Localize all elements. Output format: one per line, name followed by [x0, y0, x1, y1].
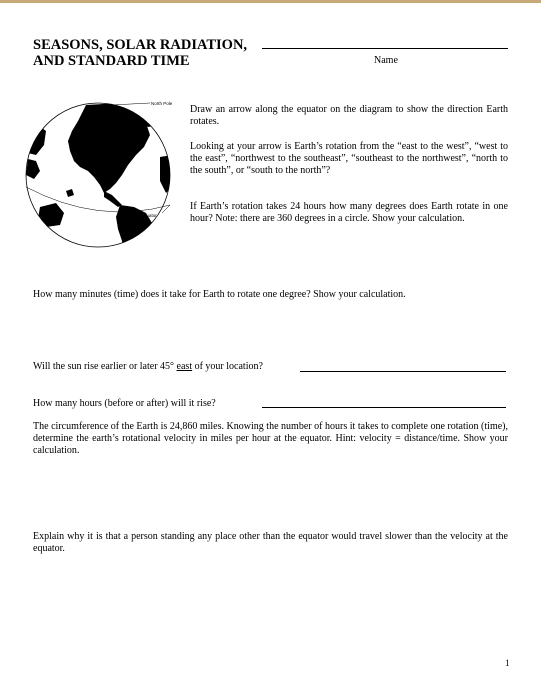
name-label: Name — [374, 55, 398, 66]
top-border — [0, 0, 541, 3]
question-2: Looking at your arrow is Earth’s rotation from the “east to the west”, “west to the east”, “northwest to the southeast”, “southeast to the northwest”, “north to the south”, or “south to the north”? — [190, 141, 508, 176]
north-pole-pointer — [112, 103, 150, 105]
question-4: How many minutes (time) does it take for Earth to rotate one degree? Show your calculation. — [33, 289, 406, 300]
question-1: Draw an arrow along the equator on the diagram to show the direction Earth rotates. — [190, 104, 508, 127]
question-5 — [33, 361, 303, 373]
question-3: If Earth’s rotation takes 24 hours how many degrees does Earth rotate in one hour? Note: there are 360 degrees in a circle. Show your calculation. — [190, 201, 508, 224]
question-6: How many hours (before or after) will it rise? — [33, 398, 216, 409]
answer-line-q6[interactable] — [262, 407, 506, 408]
question-5-east-underlined: east — [176, 361, 193, 372]
question-7: The circumference of the Earth is 24,860 miles. Knowing the number of hours it takes to complete one rotation (time), determine the earth’s rotational velocity in miles per hour at the equator. Hint: velocity = distance/time. Show your calculation. — [33, 421, 508, 456]
question-8: Explain why it is that a person standing any place other than the equator would travel slower than the velocity at the equator. — [33, 531, 508, 554]
page-title — [33, 37, 247, 69]
question-5-text: Will the sun rise earlier or later 45° — [33, 361, 177, 372]
title-line-2: AND STANDARD TIME — [33, 53, 190, 69]
equator-label: Equator — [141, 213, 157, 218]
name-input-line[interactable] — [262, 48, 508, 49]
title-line-1: SEASONS, SOLAR RADIATION, — [33, 37, 248, 53]
page-number: 1 — [505, 658, 510, 668]
north-pole-label: North Pole — [151, 101, 173, 106]
question-5-text-end: of your location? — [192, 361, 263, 372]
earth-globe-diagram — [20, 95, 185, 255]
answer-line-q5[interactable] — [300, 371, 506, 372]
